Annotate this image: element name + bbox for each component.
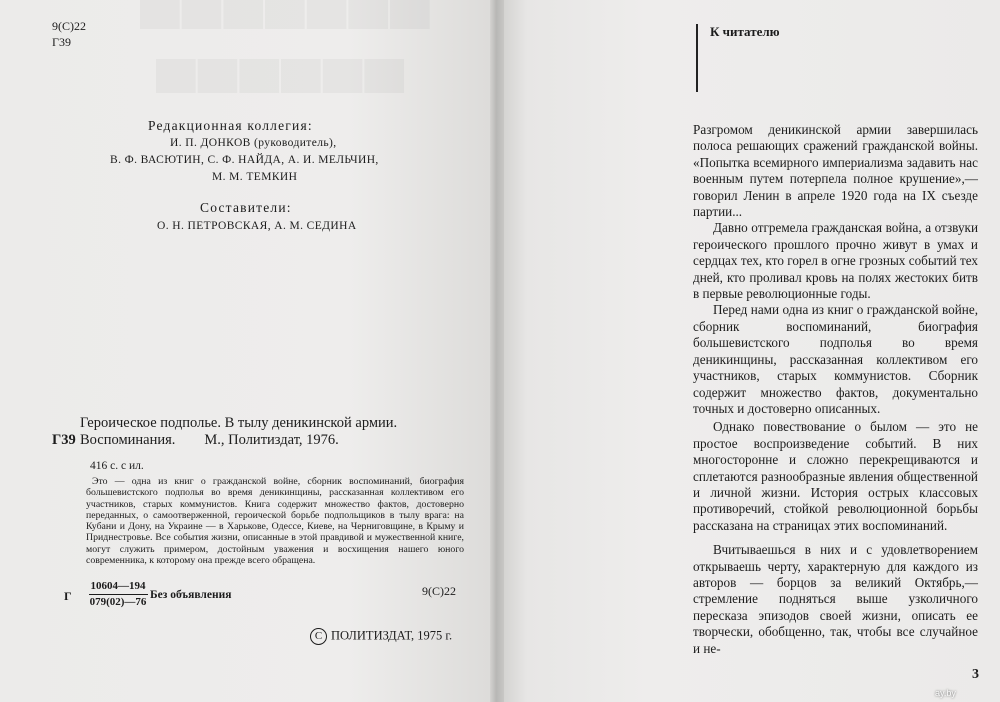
copyright-line <box>310 628 452 645</box>
editorial-line-1: И. П. ДОНКОВ (руководитель), <box>170 137 337 149</box>
paragraph-4: Однако повествование о былом — это не простое воспроизведение событий. В них многосторонне и сложно перекрещиваются и сплетаются разнообразные явления общественной и личной жизни. История острых классовых противоречий, стойкой революционной борьбы рассказана на страницах этих воспоминаний. <box>693 419 978 533</box>
paragraph-5: Вчитываешься в них и с удовлетворением открываешь черту, характерную для каждого из авторов — борцов за великий Октябрь,— стремление подняться выше узколичного пересказа эпизодов своей жизни, описать ее творчески, обобщенно, так, чтобы все случайное и не- <box>693 542 978 656</box>
paragraph-2: Давно отгремела гражданская война, а отзвуки героического прошлого прочно живут в умах и сердцах тех, кто горел в огне грозных событий тех дней, кто проливал кровь на полях жестоких битв в первые революционные годы. <box>693 220 978 302</box>
page-number: 3 <box>972 667 979 682</box>
author-mark: Г39 <box>52 35 71 49</box>
copyright-icon: С <box>310 628 327 645</box>
annotation-text: Это — одна из книг о гражданской войне, сборник воспоминаний, биография большевистского подполья во время деникинщины, рассказанная коллективом его участников, старых коммунистов. Книга содержит множество фактов, достоверно переданных, о самоотверженной, героической борьбе подпольщиков в тылу врага: на Кубани и Дону, на Украине — в Харькове, Одессе, Киеве, на Черниговщине, в Крыму и Приднестровье. Все события жизни, описанные в этой правдивой и мужественной книге, могут служить примером, достойным уважения и восхищения нашего юного современника, к которому она прежде всего обращена. <box>86 476 464 567</box>
site-watermark: ay.by <box>935 688 956 698</box>
copyright-text: ПОЛИТИЗДАТ, 1975 г. <box>331 628 453 643</box>
catalog-code: Г39 <box>52 432 76 448</box>
free-distribution-label: Без объявления <box>150 589 232 601</box>
fraction-bottom: 079(02)—76 <box>89 596 147 608</box>
editorial-board-heading: Редакционная коллегия: <box>148 118 313 133</box>
section-heading: К читателю <box>710 24 780 39</box>
catalog-title-line-1: Героическое подполье. В тылу деникинской армии. <box>80 415 398 431</box>
fraction <box>82 579 154 610</box>
compilers-line: О. Н. ПЕТРОВСКАЯ, А. М. СЕДИНА <box>157 220 357 232</box>
fraction-top: 10604—194 <box>89 579 148 595</box>
heading-rule <box>696 24 698 92</box>
book-gutter <box>490 0 504 702</box>
body-text <box>693 122 978 657</box>
editorial-line-2: В. Ф. ВАСЮТИН, С. Ф. НАЙДА, А. И. МЕЛЬЧИН, <box>110 154 379 166</box>
show-through-ghost-print <box>140 0 432 124</box>
catalog-code-right: 9(С)22 <box>422 584 456 598</box>
editorial-line-3: М. М. ТЕМКИН <box>212 171 298 183</box>
page-count: 416 с. с ил. <box>90 460 144 472</box>
compilers-heading: Составители: <box>200 200 292 215</box>
paragraph-3: Перед нами одна из книг о гражданской войне, сборник воспоминаний, биография большевистского подполья во время деникинщины, рассказанная коллективом его участников, старых коммунистов. Сборник содержит множество фактов, документально точных и достоверно описанных. <box>693 302 978 416</box>
fraction-letter: Г <box>64 589 72 603</box>
paragraph-1: Разгромом деникинской армии завершилась полоса решающих сражений гражданской войны. «Попытка всемирного империализма задавить нас военным путем потерпела полное крушение»,— говорил Ленин в апреле 1920 года на IX съезде партии... <box>693 122 978 220</box>
catalog-title-line-2: Воспоминания. М., Политиздат, 1976. <box>80 432 339 448</box>
classification-code: 9(С)22 <box>52 19 86 33</box>
